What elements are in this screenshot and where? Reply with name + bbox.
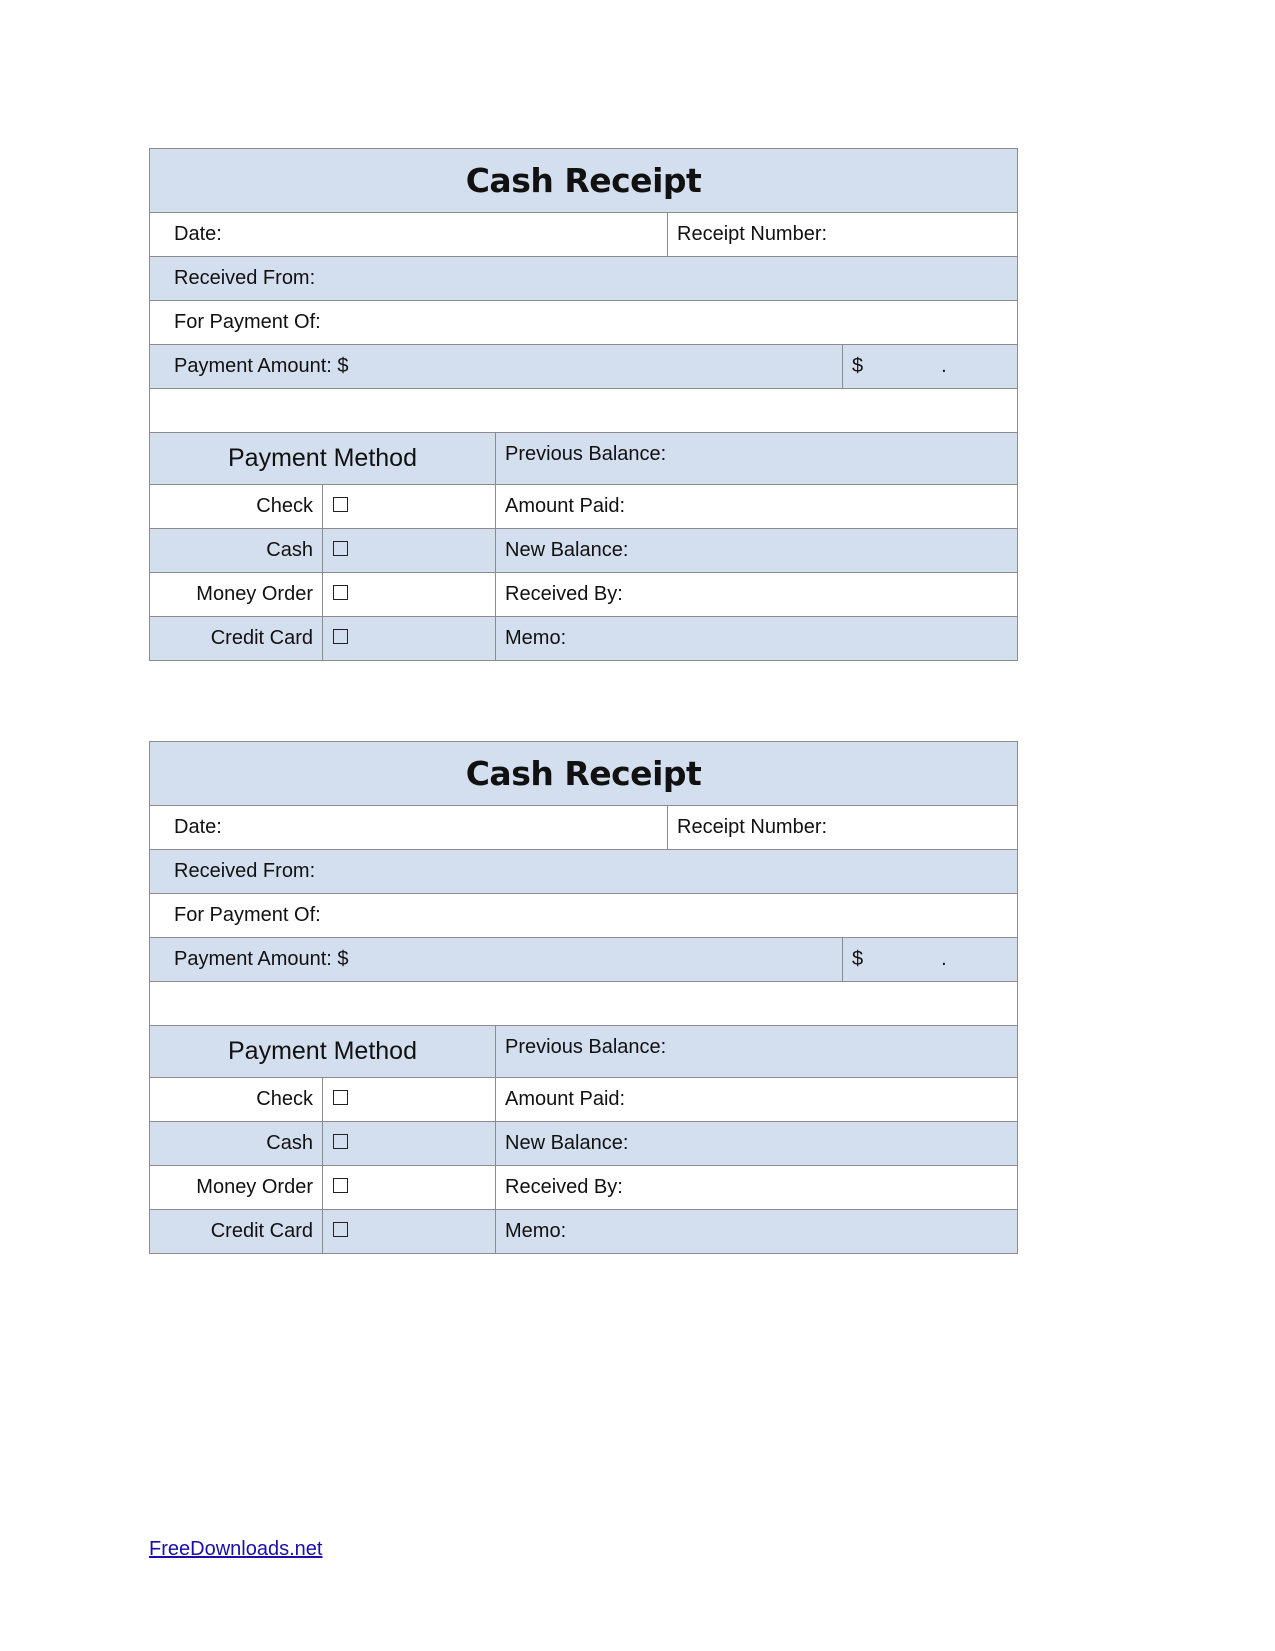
- payment-amount-numeric[interactable]: [843, 345, 1018, 389]
- method-check-cell: [323, 1078, 496, 1122]
- payment-amount-field[interactable]: Payment Amount: $: [150, 938, 843, 982]
- money-order-checkbox[interactable]: [333, 585, 348, 600]
- cash-receipt-1: [149, 148, 1018, 661]
- memo-field[interactable]: Memo:: [496, 1210, 1018, 1254]
- method-credit-card-cell: [323, 1210, 496, 1254]
- received-from-field[interactable]: Received From:: [150, 257, 1018, 301]
- receipt-title: Cash Receipt: [150, 742, 1018, 806]
- received-by-field[interactable]: Received By:: [496, 1166, 1018, 1210]
- cash-receipt-2: [149, 741, 1018, 1254]
- for-payment-of-field[interactable]: For Payment Of:: [150, 301, 1018, 345]
- method-cash-label: Cash: [150, 529, 323, 573]
- method-money-order-cell: [323, 1166, 496, 1210]
- method-money-order-label: Money Order: [150, 1166, 323, 1210]
- decimal-point: .: [941, 948, 947, 970]
- receipt-number-field[interactable]: Receipt Number:: [668, 213, 1018, 257]
- money-order-checkbox[interactable]: [333, 1178, 348, 1193]
- spacer-row: [150, 389, 1018, 433]
- check-checkbox[interactable]: [333, 1090, 348, 1105]
- receipt-number-field[interactable]: Receipt Number:: [668, 806, 1018, 850]
- method-check-cell: [323, 485, 496, 529]
- method-check-label: Check: [150, 485, 323, 529]
- method-cash-cell: [323, 529, 496, 573]
- spacer-row: [150, 982, 1018, 1026]
- method-cash-cell: [323, 1122, 496, 1166]
- receipt-title: Cash Receipt: [150, 149, 1018, 213]
- date-field[interactable]: Date:: [150, 213, 668, 257]
- method-money-order-label: Money Order: [150, 573, 323, 617]
- previous-balance-field[interactable]: Previous Balance:: [496, 433, 1018, 485]
- amount-paid-field[interactable]: Amount Paid:: [496, 485, 1018, 529]
- date-field[interactable]: Date:: [150, 806, 668, 850]
- method-check-label: Check: [150, 1078, 323, 1122]
- amount-paid-field[interactable]: Amount Paid:: [496, 1078, 1018, 1122]
- payment-amount-numeric[interactable]: [843, 938, 1018, 982]
- credit-card-checkbox[interactable]: [333, 1222, 348, 1237]
- method-credit-card-cell: [323, 617, 496, 661]
- new-balance-field[interactable]: New Balance:: [496, 1122, 1018, 1166]
- previous-balance-field[interactable]: Previous Balance:: [496, 1026, 1018, 1078]
- method-credit-card-label: Credit Card: [150, 1210, 323, 1254]
- payment-method-heading: Payment Method: [150, 1026, 496, 1078]
- new-balance-field[interactable]: New Balance:: [496, 529, 1018, 573]
- method-credit-card-label: Credit Card: [150, 617, 323, 661]
- decimal-point: .: [941, 355, 947, 377]
- method-cash-label: Cash: [150, 1122, 323, 1166]
- memo-field[interactable]: Memo:: [496, 617, 1018, 661]
- received-from-field[interactable]: Received From:: [150, 850, 1018, 894]
- dollar-sign: $: [852, 948, 864, 970]
- payment-amount-field[interactable]: Payment Amount: $: [150, 345, 843, 389]
- payment-method-heading: Payment Method: [150, 433, 496, 485]
- footer-link[interactable]: FreeDownloads.net: [149, 1538, 323, 1560]
- received-by-field[interactable]: Received By:: [496, 573, 1018, 617]
- cash-checkbox[interactable]: [333, 1134, 348, 1149]
- method-money-order-cell: [323, 573, 496, 617]
- dollar-sign: $: [852, 355, 864, 377]
- cash-checkbox[interactable]: [333, 541, 348, 556]
- check-checkbox[interactable]: [333, 497, 348, 512]
- for-payment-of-field[interactable]: For Payment Of:: [150, 894, 1018, 938]
- credit-card-checkbox[interactable]: [333, 629, 348, 644]
